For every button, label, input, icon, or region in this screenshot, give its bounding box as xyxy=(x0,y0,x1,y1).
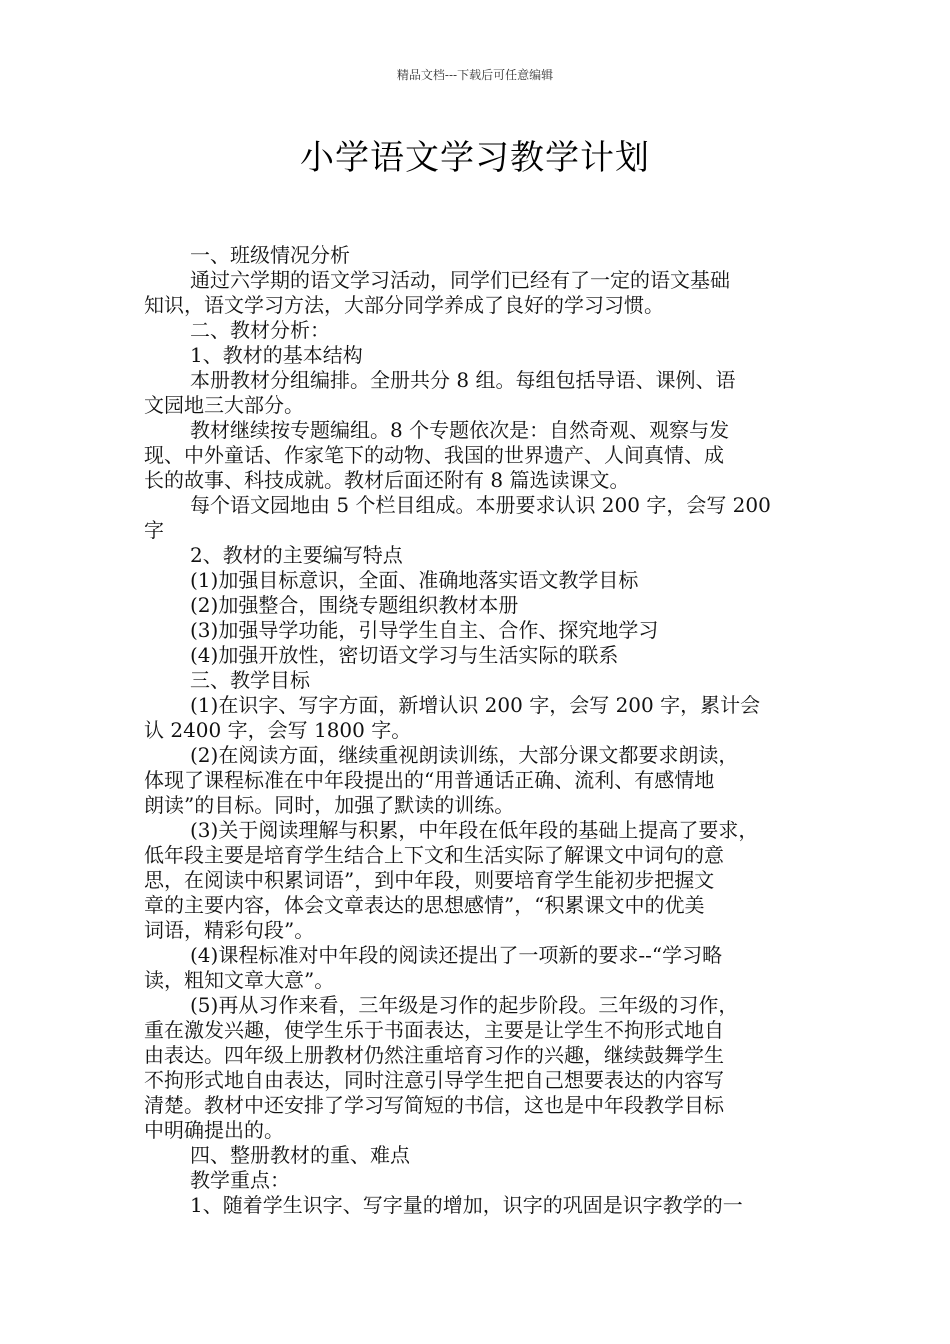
body-line: 低年段主要是培育学生结合上下文和生活实际了解课文中词句的意 xyxy=(144,843,724,867)
body-line: 思，在阅读中积累词语”，到中年段，则要培育学生能初步把握文 xyxy=(144,868,715,892)
body-line: 不拘形式地自由表达，同时注意引导学生把自己想要表达的内容写 xyxy=(144,1068,724,1092)
body-line: (1)在识字、写字方面，新增认识 200 字，会写 200 字，累计会 xyxy=(190,693,761,717)
body-line: 章的主要内容，体会文章表达的思想感情”，“积累课文中的优美 xyxy=(144,893,705,917)
body-line: 重在激发兴趣，使学生乐于书面表达，主要是让学生不拘形式地自 xyxy=(144,1018,724,1042)
body-line: 中明确提出的。 xyxy=(144,1118,284,1142)
body-line: 1、随着学生识字、写字量的增加，识字的巩固是识字教学的一 xyxy=(190,1193,743,1217)
body-line: 2、教材的主要编写特点 xyxy=(190,543,403,567)
body-line: (3)加强导学功能，引导学生自主、合作、探究地学习 xyxy=(190,618,659,642)
body-line: (5)再从习作来看，三年级是习作的起步阶段。三年级的习作， xyxy=(190,993,739,1017)
body-line: (2)在阅读方面，继续重视朗读训练，大部分课文都要求朗读， xyxy=(190,743,739,767)
body-line: 通过六学期的语文学习活动，同学们已经有了一定的语文基础 xyxy=(190,268,730,292)
body-line: 读，粗知文章大意”。 xyxy=(144,968,335,992)
body-line: 认 2400 字，会写 1800 字。 xyxy=(144,718,412,742)
body-line: 四、整册教材的重、难点 xyxy=(190,1143,410,1167)
body-line: 二、教材分析： xyxy=(190,318,330,342)
body-line: (3)关于阅读理解与积累，中年段在低年段的基础上提高了要求， xyxy=(190,818,759,842)
body-line: 一、班级情况分析 xyxy=(190,243,350,267)
body-line: 清楚。教材中还安排了学习写简短的书信，这也是中年段教学目标 xyxy=(144,1093,724,1117)
body-line: 现、中外童话、作家笔下的动物、我国的世界遗产、人间真情、成 xyxy=(144,443,724,467)
header-note: 精品文档---下载后可任意编辑 xyxy=(396,68,554,82)
body-line: 长的故事、科技成就。教材后面还附有 8 篇选读课文。 xyxy=(144,468,630,492)
body-line: 字 xyxy=(144,518,164,542)
body-line: 文园地三大部分。 xyxy=(144,393,304,417)
body-line: 教学重点： xyxy=(190,1168,290,1192)
body-line: (2)加强整合，围绕专题组织教材本册 xyxy=(190,593,519,617)
body-line: 教材继续按专题编组。8 个专题依次是：自然奇观、观察与发 xyxy=(190,418,730,442)
body-line: 三、教学目标 xyxy=(190,668,310,692)
body-line: 1、教材的基本结构 xyxy=(190,343,363,367)
document-body xyxy=(144,243,809,1218)
body-line: 词语，精彩句段”。 xyxy=(144,918,315,942)
body-line: 本册教材分组编排。全册共分 8 组。每组包括导语、课例、语 xyxy=(190,368,736,392)
body-line: 体现了课程标准在中年段提出的“用普通话正确、流利、有感情地 xyxy=(144,768,715,792)
body-line: (1)加强目标意识，全面、准确地落实语文教学目标 xyxy=(190,568,639,592)
body-line: 知识，语文学习方法，大部分同学养成了良好的学习习惯。 xyxy=(144,293,664,317)
body-line: 朗读”的目标。同时，加强了默读的训练。 xyxy=(144,793,515,817)
body-line: (4)课程标准对中年段的阅读还提出了一项新的要求--“学习略 xyxy=(190,943,723,967)
body-line: 由表达。四年级上册教材仍然注重培育习作的兴趣，继续鼓舞学生 xyxy=(144,1043,724,1067)
document-title: 小学语文学习教学计划 xyxy=(300,138,650,178)
body-line: 每个语文园地由 5 个栏目组成。本册要求认识 200 字，会写 200 xyxy=(190,493,771,517)
body-line: (4)加强开放性，密切语文学习与生活实际的联系 xyxy=(190,643,619,667)
